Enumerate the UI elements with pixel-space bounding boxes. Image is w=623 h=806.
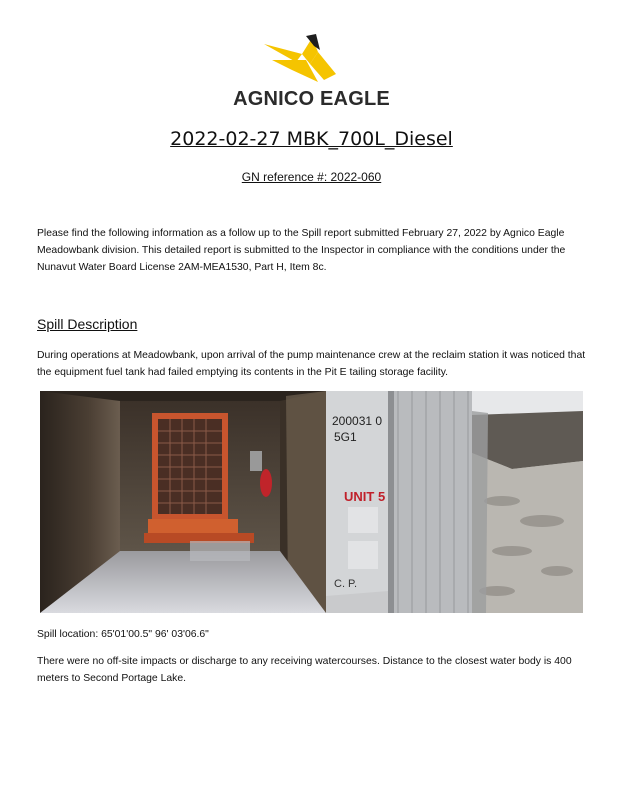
svg-text:UNIT 5: UNIT 5	[344, 489, 386, 504]
spill-location: Spill location: 65'01'00.5" 96' 03'06.6"	[37, 629, 209, 640]
container-label-photo	[326, 391, 472, 613]
gn-reference: GN reference #: 2022-060	[241, 170, 382, 184]
logo-wordmark: AGNICO EAGLE	[233, 88, 390, 110]
svg-text:5G1: 5G1	[334, 430, 357, 444]
document-title: 2022-02-27 MBK_700L_Diesel	[170, 128, 453, 150]
spill-surface-photo	[472, 391, 583, 613]
svg-text:C. P.: C. P.	[334, 578, 358, 590]
svg-text:200031 0: 200031 0	[332, 414, 383, 428]
eagle-logo-icon	[262, 34, 342, 84]
description-paragraph: During operations at Meadowbank, upon arrival of the pump maintenance crew at the reclaim station it was noticed that the equipment fuel tank had failed emptying its contents in the Pit E tailing storage facility.	[37, 350, 586, 378]
section-heading: Spill Description	[37, 316, 138, 332]
intro-paragraph: Please find the following information as a follow up to the Spill report submitted February 27, 2022 by Agnico Eagle Meadowbank division. This detailed report is submitted to the Inspector in compliance with the conditions under the Nunavut Water Board License 2AM-MEA1530, Part H, Item 8c.	[37, 228, 566, 273]
pump-container-photo	[40, 391, 326, 613]
impact-paragraph: There were no off-site impacts or discharge to any receiving watercourses. Distance to the closest water body is 400 meters to Second Portage Lake.	[37, 656, 572, 684]
